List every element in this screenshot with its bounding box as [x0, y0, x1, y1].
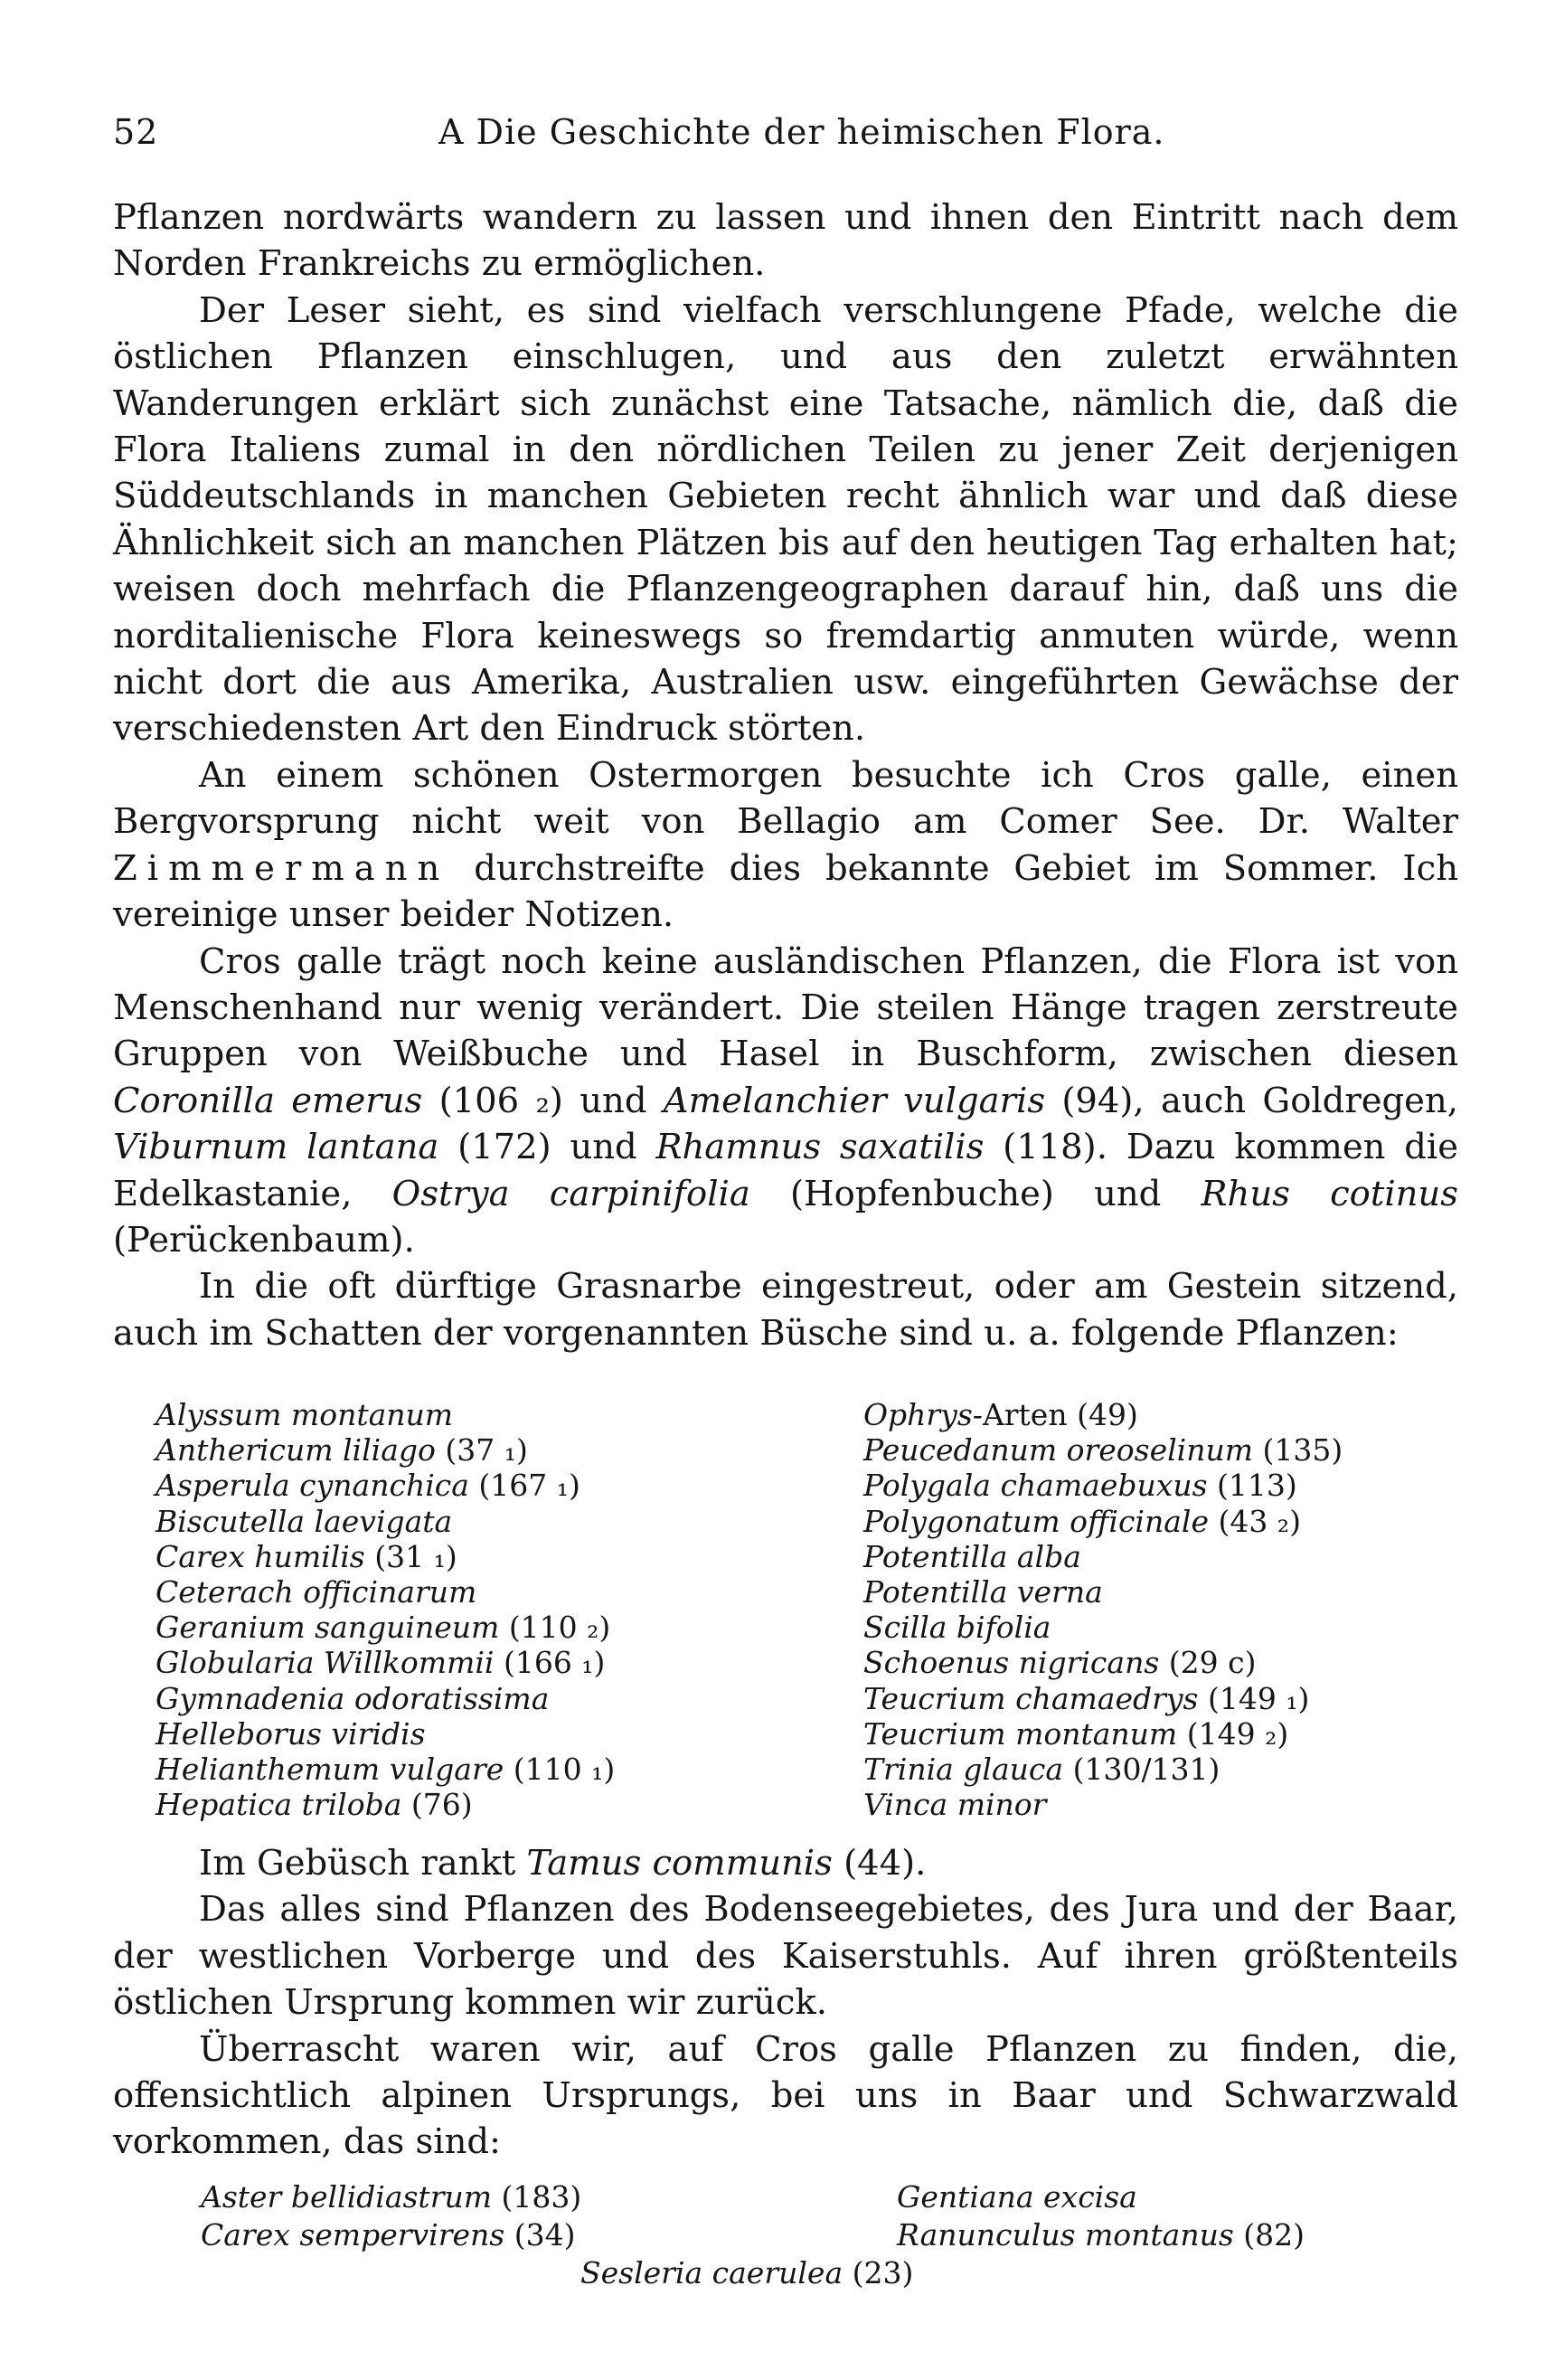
text-span: An einem schönen Ostermorgen besuchte ich Cros galle, einen Bergvorsprung nicht weit von Bellagio am Comer See. Dr. Walter: [113, 754, 1458, 843]
paragraph: [113, 939, 1458, 1264]
paragraph: In die oft dürftige Grasnarbe eingestreut, oder am Gestein sitzend, auch im Schatten der vorgenannten Büsche sind u. a. folgende Pflanzen:: [113, 1266, 1458, 1354]
page-number: 52: [113, 112, 159, 152]
body-text: [113, 194, 1458, 1356]
text-span: Cros galle trägt noch keine ausländischen Pflanzen, die Flora ist von Menschenhand nur wenig verändert. Die steilen Hänge tragen zerstreute Gruppen von Weißbuche und Hasel in Buschform, zwischen diesen: [113, 940, 1458, 1075]
species-entry: Trinia glauca (130/131): [863, 1752, 1220, 1788]
species-name: Amelanchier vulgaris: [663, 1080, 1046, 1121]
species-entry: Ceterach officinarum: [156, 1574, 477, 1610]
text-span: (94), auch Goldregen,: [1061, 1080, 1458, 1121]
text-span: (44).: [843, 1843, 927, 1884]
species-name: Ostrya carpinifolia: [391, 1173, 750, 1214]
species-entry: Asperula cynanchica (167 ₁): [156, 1468, 580, 1504]
paragraph: [113, 752, 1458, 939]
species-entry: Carex humilis (31 ₁): [156, 1538, 457, 1574]
species-entry: Hepatica triloba (76): [156, 1787, 473, 1823]
species-column-right: [863, 1397, 1460, 1822]
species-entry: Ranunculus montanus (82): [897, 2217, 1305, 2252]
text-span: (118). Dazu kommen die Edelkastanie,: [113, 1127, 1458, 1214]
species-entry: Polygala chamaebuxus (113): [863, 1468, 1297, 1504]
paragraph: [113, 1840, 1458, 1886]
text-span: (Perückenbaum).: [113, 1219, 415, 1261]
species-entry: Potentilla verna: [863, 1574, 1103, 1610]
text-span: Im Gebüsch rankt: [199, 1843, 516, 1884]
species-name: Coronilla emerus: [113, 1080, 423, 1121]
body-text-continued: [113, 1840, 1458, 2166]
paragraph: Der Leser sieht, es sind vielfach verschlungene Pfade, welche die östlichen Pflanzen einschlugen, und aus den zuletzt erwähnten Wanderungen erklärt sich zunächst eine Tatsache, nämlich die, daß die Flora Italiens zumal in den nördlichen Teilen zu jener Zeit derjenigen Süddeutschlands in manchen Gebieten recht ähnlich war und daß diese Ähnlichkeit sich an manchen Plätzen bis auf den heutigen Tag erhalten hat; weisen doch mehrfach die Pflanzengeographen darauf hin, daß uns die norditalienische Flora keineswegs so fremdartig anmuten würde, wenn nicht dort die aus Amerika, Australien usw. eingeführten Gewächse der verschiedensten Art den Eindruck störten.: [113, 289, 1458, 750]
species-entry: Schoenus nigricans (29 c): [863, 1645, 1257, 1681]
species-entry: Anthericum liliago (37 ₁): [156, 1432, 528, 1469]
species-entry: Vinca minor: [863, 1787, 1047, 1823]
species-entry: Globularia Willkommii (166 ₁): [156, 1645, 606, 1681]
species-entry: Teucrium montanum (149 ₂): [863, 1715, 1289, 1752]
species-entry: Carex sempervirens (34): [201, 2217, 576, 2252]
species-name: Rhamnus saxatilis: [655, 1127, 985, 1168]
species-entry: Biscutella laevigata: [156, 1503, 453, 1539]
paragraph: Überrascht waren wir, auf Cros galle Pflanzen zu finden, die, offensichtlich alpinen Ursprungs, bei uns in Baar und Schwarzwald vorkommen, das sind:: [113, 2028, 1458, 2163]
species-entry: Polygonatum officinale (43 ₂): [863, 1503, 1301, 1539]
text-span: durchstreifte dies bekannte Gebiet im Sommer. Ich vereinige unser beider Notizen.: [113, 847, 1458, 936]
text-span: (106 ₂) und: [438, 1080, 647, 1121]
species-name: Viburnum lantana: [113, 1127, 439, 1168]
running-title: A Die Geschichte der heimischen Flora.: [438, 112, 1165, 152]
species-name: Tamus communis: [526, 1843, 833, 1884]
species-entry: Helianthemum vulgare (110 ₁): [156, 1752, 616, 1788]
page-header: [113, 112, 1469, 163]
species-entry: Geranium sanguineum (110 ₂): [156, 1610, 611, 1646]
species-column-left: [156, 1397, 863, 1822]
species-entry: Gentiana excisa: [897, 2179, 1137, 2215]
species-entry: Scilla bifolia: [863, 1610, 1051, 1646]
alpine-species-list: [201, 2179, 1466, 2306]
species-entry: Aster bellidiastrum (183): [201, 2179, 582, 2215]
species-entry: Peucedanum oreoselinum (135): [863, 1432, 1343, 1469]
species-entry: Sesleria caerulea (23): [580, 2255, 914, 2290]
species-entry: Ophrys-Arten (49): [863, 1397, 1138, 1432]
paragraph-continued: Pflanzen nordwärts wandern zu lassen und ihnen den Eintritt nach dem Norden Frankreichs zu ermöglichen.: [113, 197, 1458, 285]
species-entry: Gymnadenia odoratissima: [156, 1680, 550, 1716]
text-span: (Hopfenbuche) und: [790, 1173, 1162, 1214]
species-entry: Helleborus viridis: [156, 1715, 426, 1752]
species-entry: Alyssum montanum: [156, 1397, 454, 1432]
spaced-author-name: Zimmermann: [113, 847, 450, 889]
species-entry: Potentilla alba: [863, 1538, 1081, 1574]
paragraph: Das alles sind Pflanzen des Bodenseegebietes, des Jura und der Baar, der westlichen Vorberge und des Kaiserstuhls. Auf ihren größtenteils östlichen Ursprung kommen wir zurück.: [113, 1889, 1458, 2024]
species-list: [156, 1397, 1475, 1822]
species-entry: Teucrium chamaedrys (149 ₁): [863, 1680, 1310, 1716]
species-name: Rhus cotinus: [1201, 1173, 1458, 1214]
text-span: (172) und: [457, 1127, 637, 1168]
